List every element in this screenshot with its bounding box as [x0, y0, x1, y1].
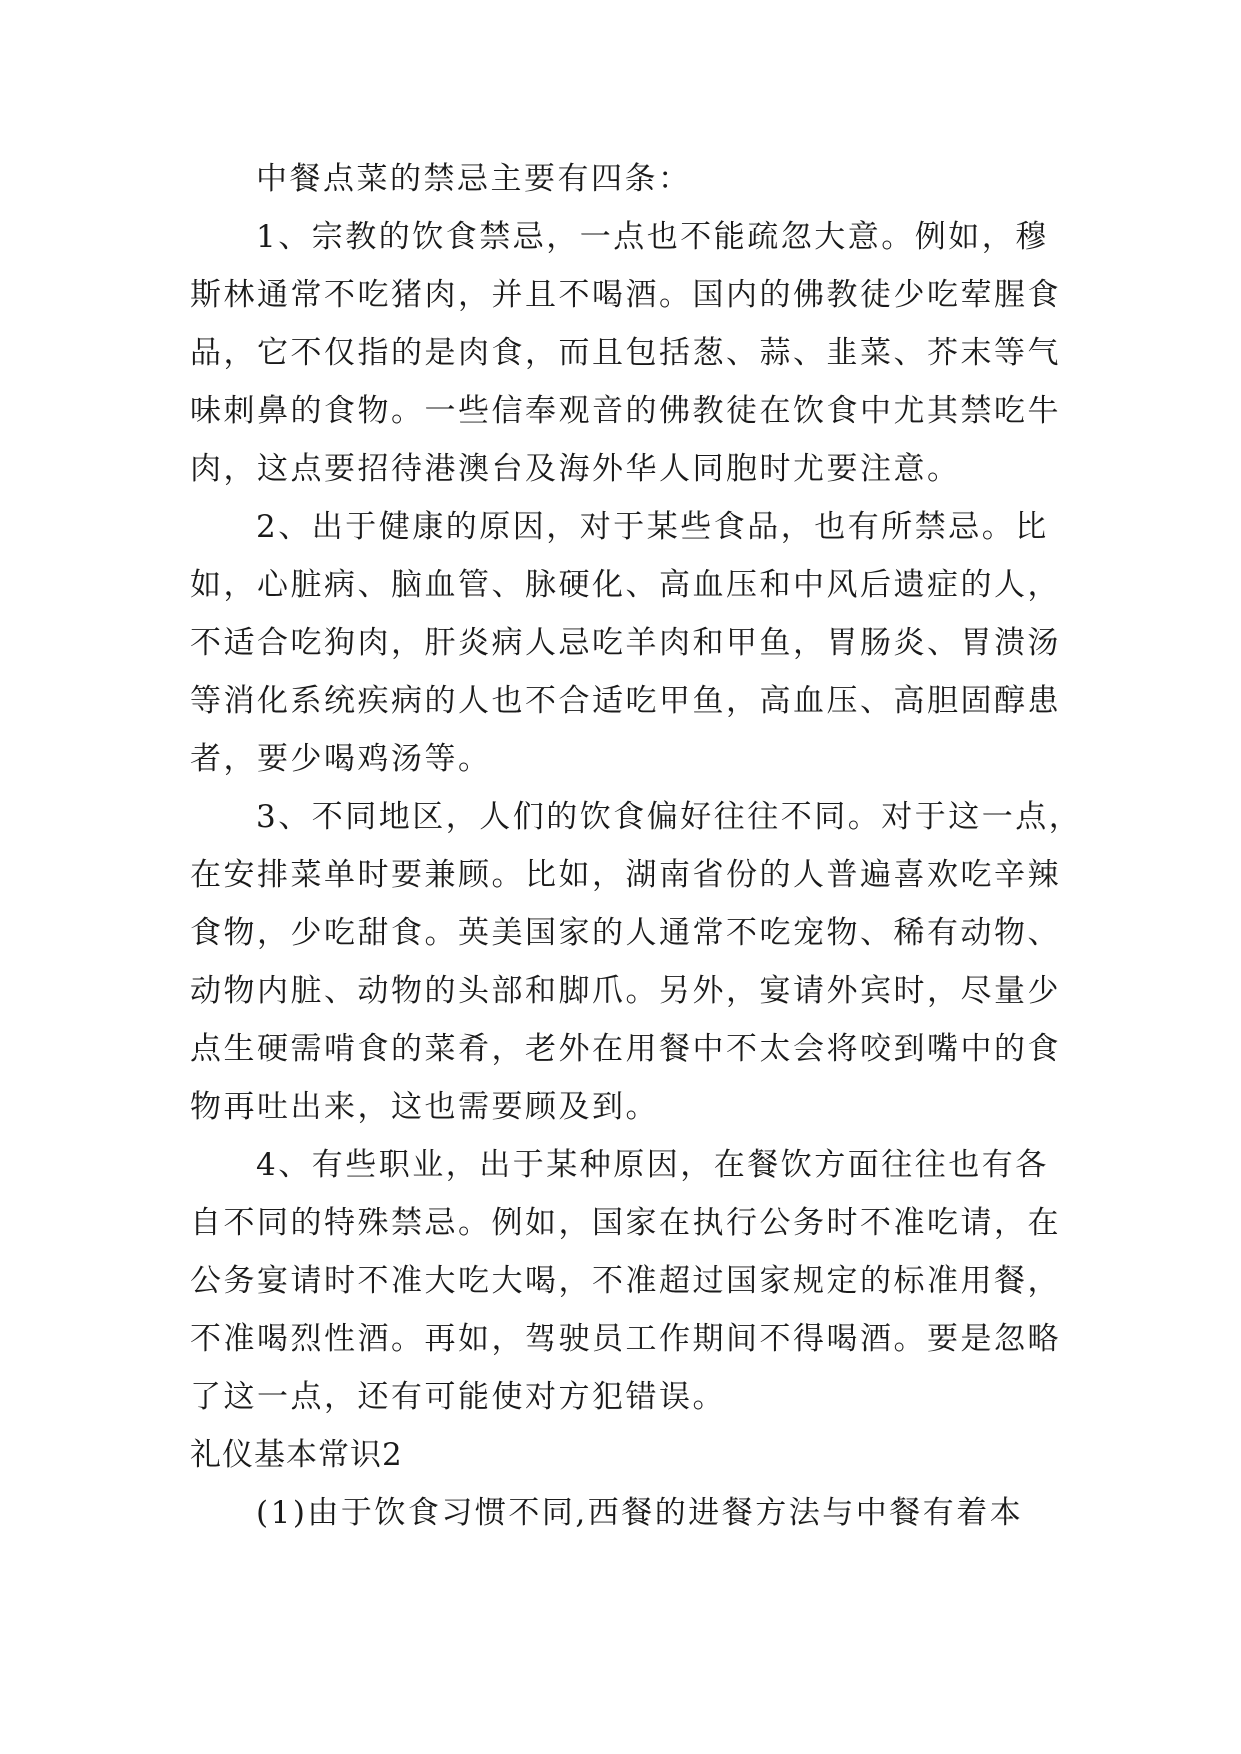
paragraph-1-line-4: 味刺鼻的食物。一些信奉观音的佛教徒在饮食中尤其禁吃牛	[190, 393, 1061, 429]
paragraph-2-line-4: 等消化系统疾病的人也不合适吃甲鱼，高血压、高胆固醇患	[190, 683, 1061, 719]
paragraph-3-line-6: 物再吐出来，这也需要顾及到。	[190, 1089, 659, 1125]
paragraph-3-line-3: 食物，少吃甜食。英美国家的人通常不吃宠物、稀有动物、	[190, 915, 1061, 951]
section-heading: 礼仪基本常识2	[190, 1437, 403, 1473]
paragraph-4-line-5: 了这一点，还有可能使对方犯错误。	[190, 1379, 726, 1415]
paragraph-4-line-2: 自不同的特殊禁忌。例如，国家在执行公务时不准吃请，在	[190, 1205, 1061, 1241]
paragraph-4-line-1: 4、有些职业，出于某种原因，在餐饮方面往往也有各	[256, 1147, 1049, 1183]
paragraph-3-line-1: 3、不同地区，人们的饮食偏好往往不同。对于这一点，	[256, 799, 1083, 835]
paragraph-4-line-4: 不准喝烈性酒。再如，驾驶员工作期间不得喝酒。要是忽略	[190, 1321, 1061, 1357]
paragraph-4-line-3: 公务宴请时不准大吃大喝，不准超过国家规定的标准用餐，	[190, 1263, 1061, 1299]
paragraph-1-line-1: 1、宗教的饮食禁忌，一点也不能疏忽大意。例如，穆	[256, 219, 1049, 255]
paragraph-3-line-5: 点生硬需啃食的菜肴，老外在用餐中不太会将咬到嘴中的食	[190, 1031, 1061, 1067]
paragraph-1-line-5: 肉，这点要招待港澳台及海外华人同胞时尤要注意。	[190, 451, 961, 487]
document-body	[190, 150, 1083, 1542]
paragraph-5-line-1: (1)由于饮食习惯不同,西餐的进餐方法与中餐有着本	[256, 1495, 1024, 1531]
paragraph-1-line-3: 品，它不仅指的是肉食，而且包括葱、蒜、韭菜、芥末等气	[190, 335, 1061, 371]
paragraph-3-line-4: 动物内脏、动物的头部和脚爪。另外，宴请外宾时，尽量少	[190, 973, 1061, 1009]
paragraph-intro-line: 中餐点菜的禁忌主要有四条：	[256, 161, 692, 197]
paragraph-2-line-2: 如，心脏病、脑血管、脉硬化、高血压和中风后遗症的人，	[190, 567, 1061, 603]
paragraph-3-line-2: 在安排菜单时要兼顾。比如，湖南省份的人普遍喜欢吃辛辣	[190, 857, 1061, 893]
paragraph-2-line-3: 不适合吃狗肉，肝炎病人忌吃羊肉和甲鱼，胃肠炎、胃溃汤	[190, 625, 1061, 661]
paragraph-1-line-2: 斯林通常不吃猪肉，并且不喝酒。国内的佛教徒少吃荤腥食	[190, 277, 1061, 313]
paragraph-2-line-1: 2、出于健康的原因，对于某些食品，也有所禁忌。比	[256, 509, 1049, 545]
paragraph-2-line-5: 者，要少喝鸡汤等。	[190, 741, 492, 777]
